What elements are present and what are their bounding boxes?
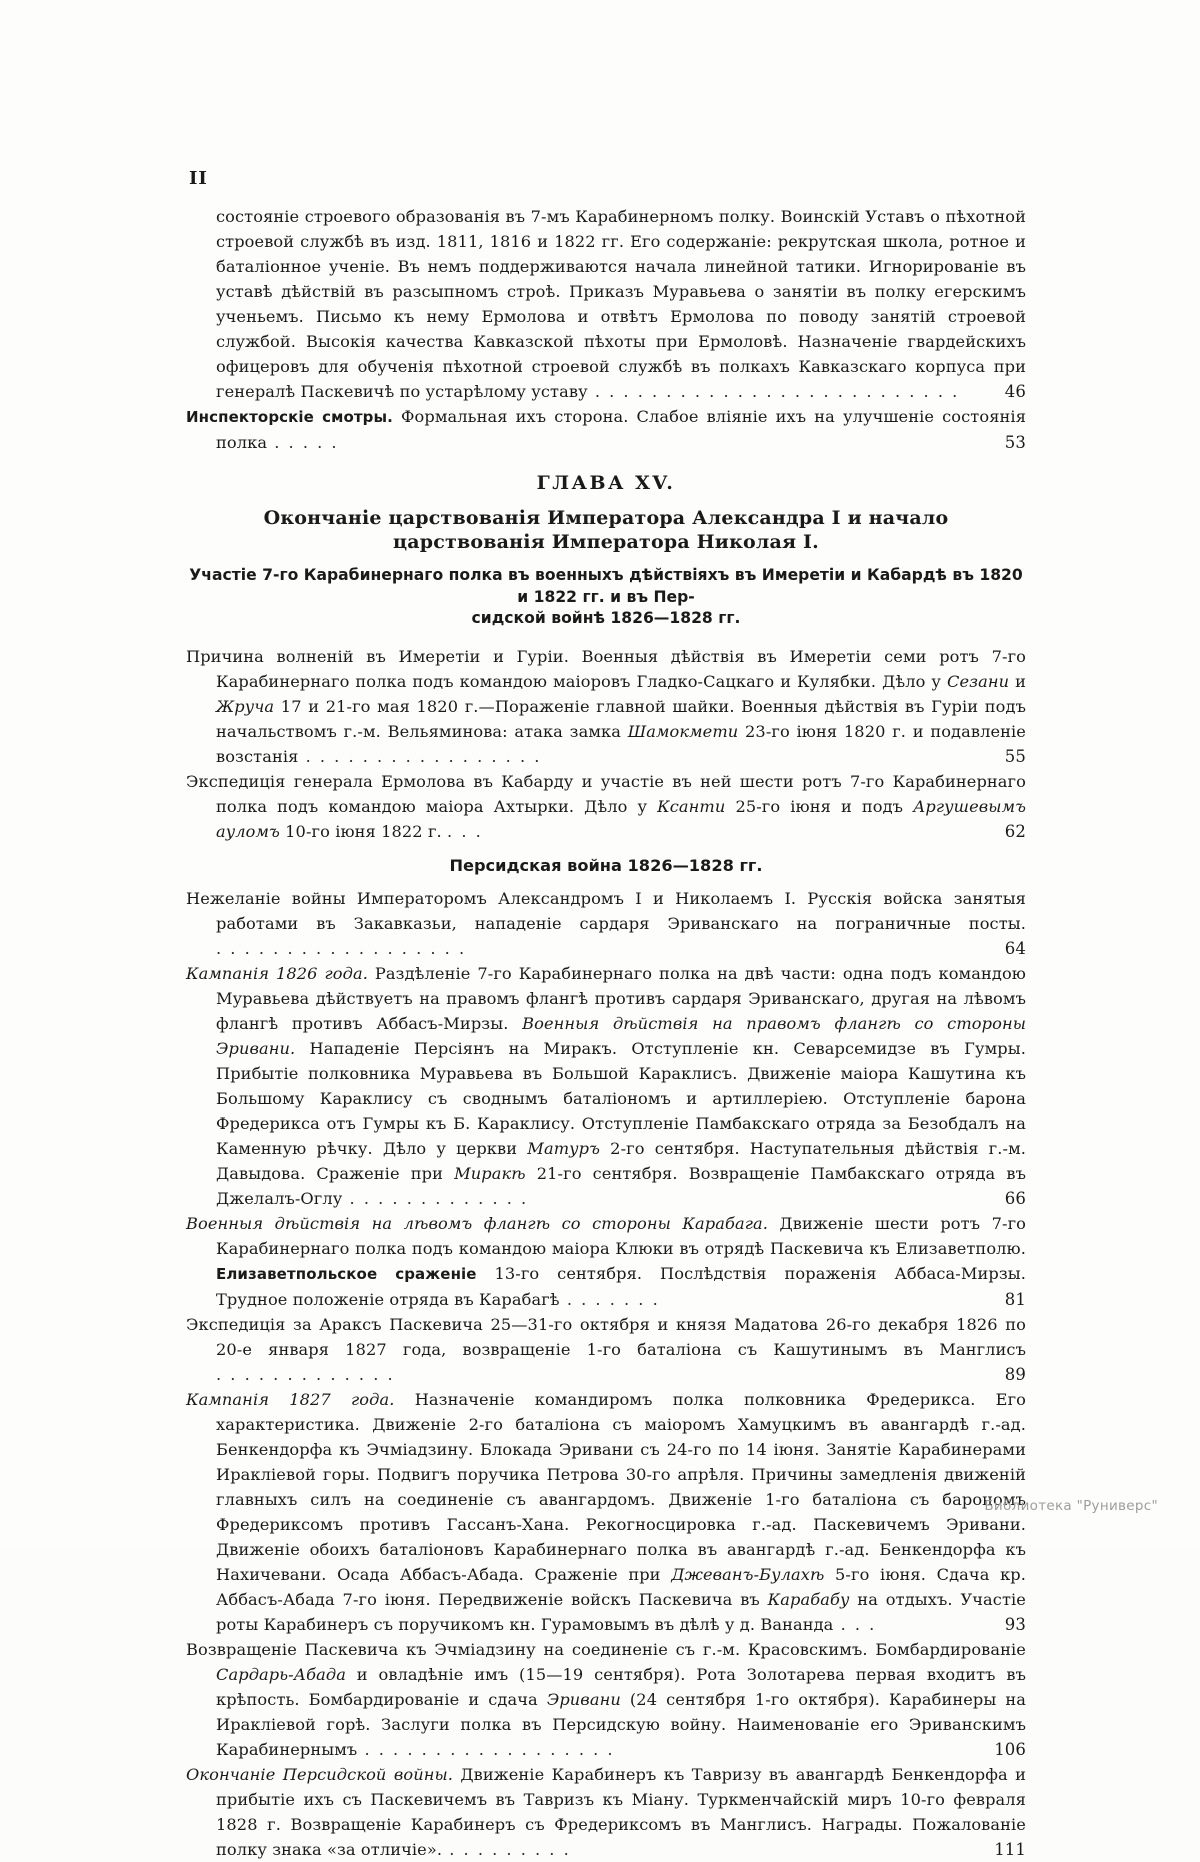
toc-entry <box>186 961 1026 1211</box>
leader-dots: . . . . . <box>267 433 339 452</box>
toc-entry-text-normal: и <box>1009 671 1026 691</box>
leader-dots: . . . . . . . . . . . . . . . . . <box>298 746 542 766</box>
toc-entry-text-italic: Окончаніе Персидской войны. <box>186 1764 454 1784</box>
toc-entry-text-normal: Нежеланіе войны Императоромъ Александромъ I и Николаемъ I. Русскія войска занятыя работами въ Закавказьи, нападеніе сардаря Эриванскаго на пограничные посты. <box>186 888 1026 933</box>
toc-entry-text-normal: и овладѣніе имъ (15—19 сентября). Рота Золотарева первая входитъ въ крѣпость. Бомбардированіе и сдача <box>216 1664 1026 1709</box>
toc-page-number: 53 <box>1004 433 1026 452</box>
toc-entry-text-normal: 5-го іюня. Сдача кр. Аббасъ-Абада 7-го іюня. Передвиженіе войскъ Паскевича въ <box>216 1564 1026 1609</box>
chapter-subtitle-line-2: сидской войнѣ 1826—1828 гг. <box>471 609 741 627</box>
toc-entries-imeretia-kabarda <box>186 644 1026 844</box>
toc-entry-text-normal: Движеніе Карабинеръ къ Тавризу въ авангардѣ Бенкендорфа и прибытіе ихъ съ Паскевичемъ въ Тавризъ къ Міану. Туркменчайскій миръ 10-го февраля 1828 г. Возвращеніе Карабинеръ съ Фредериксомъ въ Манглисъ. Награды. Пожалованіе полку знака «за отличіе». <box>216 1764 1026 1859</box>
toc-entry-text-italic: Миракѣ <box>454 1163 526 1183</box>
leader-dots: . . . <box>447 821 483 841</box>
toc-page-number: 106 <box>994 1739 1026 1759</box>
toc-entry-text-normal: 17 и 21-го мая 1820 г.—Пораженіе главной шайки. Военныя дѣйствія въ Гуріи подъ начальствомъ г.-м. Вельяминова: атака замка <box>216 696 1026 741</box>
toc-page-number: 64 <box>1004 938 1026 958</box>
toc-entry <box>186 769 1026 844</box>
chapter-title: Окончаніе царствованія Императора Александра I и начало царствованія Императора Николая I. <box>263 507 949 553</box>
toc-entry-text-normal: Раздѣленіе 7-го Карабинернаго полка на двѣ части: одна подъ командою Муравьева дѣйствуетъ на правомъ флангѣ противъ сардаря Эриванскаго, другая на лѣвомъ флангѣ противъ Аббасъ-Мирзы. <box>216 963 1026 1033</box>
toc-entry-text-italic: Сезани <box>947 671 1010 691</box>
toc-entry-text-italic: Военныя дѣйствія на лѣвомъ флангѣ со стороны Карабага. <box>186 1213 769 1233</box>
toc-entry-text-normal: Возвращеніе Паскевича къ Эчміадзину на соединеніе съ г.-м. Красовскимъ. Бомбардированіе <box>186 1639 1026 1659</box>
leader-dots: . . . . . . . . . . . . . . . . . . <box>216 938 467 958</box>
leader-dots: . . . . . . . . . . . . . . . . . . . . . . . . . . <box>587 382 960 401</box>
toc-page-number: 55 <box>1004 746 1026 766</box>
toc-entry-text-normal: состояніе строевого образованія въ 7-мъ Карабинерномъ полку. Воинскій Уставъ о пѣхотной строевой службѣ въ изд. 1811, 1816 и 1822 гг. Его содержаніе: рекрутская школа, ротное и баталіонное ученіе. Въ немъ поддерживаются начала линейной татики. Игнорированіе въ уставѣ дѣйствій въ разсыпномъ строѣ. Приказъ Муравьева о занятіи въ полку егерскимъ ученьемъ. Письмо къ нему Ермолова и отвѣтъ Ермолова по поводу занятій строевой службой. Высокія качества Кавказской пѣхоты при Ермоловѣ. Назначеніе гвардейскихъ офицеровъ для обученія пѣхотной строевой службѣ въ полкахъ Кавказскаго корпуса при генералѣ Паскевичѣ по устарѣлому уставу <box>216 207 1026 401</box>
leader-dots: . . . . . . . . . . . . . <box>216 1364 395 1384</box>
toc-entry-text-normal: 13-го сентября. Послѣдствія пораженія Аббаса-Мирзы. Трудное положеніе отряда въ Карабагѣ <box>216 1263 1027 1309</box>
toc-page-number: 62 <box>1004 821 1026 841</box>
toc-entry-text-normal: (24 сентября 1-го октября). Карабинеры на Иракліевой горѣ. Заслуги полка въ Персидскую войну. Наименованіе его Эриванскимъ Карабинернымъ <box>216 1689 1027 1759</box>
toc-entry-text-normal: Движеніе шести ротъ 7-го Карабинернаго полка подъ командою маіора Клюки въ отрядѣ Паскевича къ Елизаветполю. <box>216 1213 1026 1258</box>
toc-entry-text-italic: Джеванъ-Булахѣ <box>671 1564 825 1584</box>
toc-entry-text-normal: 10-го іюня 1822 г. <box>279 821 442 841</box>
section-heading-persian-war: Персидская война 1826—1828 гг. <box>449 855 763 875</box>
toc-entry <box>186 404 1026 455</box>
table-of-contents <box>186 204 1026 1862</box>
toc-entry <box>186 1387 1026 1637</box>
library-watermark: Библиотека "Руниверс" <box>984 1498 1158 1514</box>
leader-dots: . . . <box>833 1614 877 1634</box>
toc-entries-persian-war <box>186 886 1026 1862</box>
toc-entry-text-normal: Причина волненій въ Имеретіи и Гуріи. Военныя дѣйствія въ Имеретіи семи ротъ 7-го Карабинернаго полка подъ командою маіоровъ Гладко-Сацкаго и Кулябки. Дѣло у <box>186 646 1026 691</box>
toc-entry-text-italic: Кампанія 1826 года. <box>186 963 368 983</box>
toc-entry <box>186 1637 1026 1762</box>
toc-entry-text-bold: Инспекторскіе смотры. <box>186 408 393 426</box>
toc-entry-text-italic: Сардарь-Абада <box>216 1664 346 1684</box>
toc-entry-text-italic: Жруча <box>216 696 275 716</box>
toc-entry-text-italic: Карабабу <box>767 1589 850 1609</box>
toc-entry-text-normal: Формальная ихъ сторона. Слабое вліяніе ихъ на улучшеніе состоянія полка <box>216 407 1027 452</box>
toc-page-number: 66 <box>1004 1188 1026 1208</box>
page-folio: II <box>189 168 208 189</box>
toc-entry <box>186 1762 1026 1862</box>
toc-entry-text-italic: Шамокмети <box>627 721 739 741</box>
toc-entry <box>186 886 1026 961</box>
chapter-label: ГЛАВА XV. <box>536 472 676 494</box>
chapter-subtitle <box>186 565 1026 630</box>
toc-entry-text-normal: на отдыхъ. Участіе роты Карабинеръ съ поручикомъ кн. Гурамовымъ въ дѣлѣ у д. Вананда <box>216 1589 1026 1634</box>
toc-entry-text-italic: Матуръ <box>527 1138 601 1158</box>
toc-page-number: 46 <box>1004 382 1026 401</box>
toc-entry-text-normal: 25-го іюня и подъ <box>725 796 914 816</box>
toc-entry-text-normal: Нападеніе Персіянъ на Миракъ. Отступленіе кн. Севарсемидзе въ Гумры. Прибытіе полковника Муравьева въ Большой Караклисъ. Движеніе маіора Кашутина къ Большому Караклису съ своднымъ баталіономъ и артиллеріею. Отступленіе барона Фредерикса отъ Гумры къ Б. Караклису. Отступленіе Памбакскаго отряда за Безобдалъ на Каменную рѣчку. Дѣло у церкви <box>216 1038 1026 1158</box>
toc-entry-text-normal: Экспедиція за Араксъ Паскевича 25—31-го октября и князя Мадатова 26-го декабря 1826 по 20-е января 1827 года, возвращеніе 1-го баталіона съ Кашутинымъ въ Манглисъ <box>186 1314 1026 1359</box>
leader-dots: . . . . . . . . . <box>442 1839 571 1859</box>
toc-entry-text-italic: Кампанія 1827 года. <box>186 1389 395 1409</box>
leader-dots: . . . . . . . . . . . . . <box>342 1188 529 1208</box>
toc-page-number: 89 <box>1004 1364 1026 1384</box>
toc-entry-text-bold: Елизаветпольское сраженіе <box>216 1264 477 1283</box>
toc-page-number: 81 <box>1004 1289 1026 1309</box>
toc-entries-continued <box>186 204 1026 455</box>
toc-entry-text-italic: Эривани <box>546 1689 621 1709</box>
toc-entry-text-normal: 23-го іюня 1820 г. и подавленіе возстанія <box>216 721 1026 766</box>
toc-entry <box>186 204 1026 404</box>
toc-entry-text-normal: 2-го сентября. Наступательныя дѣйствія г.-м. Давыдова. Сраженіе при <box>216 1138 1027 1183</box>
toc-entry-text-normal: Назначеніе командиромъ полка полковника Фредерикса. Его характеристика. Движеніе 2-го баталіона съ маіоромъ Хамуцкимъ въ авангардѣ г.-ад. Бенкендорфа къ Эчміадзину. Блокада Эривани съ 24-го по 14 іюня. Занятіе Карабинерами Иракліевой горы. Подвигъ поручика Петрова 30-го апрѣля. Причины замедленія движеній главныхъ силъ на соединеніе съ авангардомъ. Движеніе 1-го баталіона съ барономъ Фредериксомъ противъ Гассанъ-Хана. Рекогносцировка г.-ад. Паскевичемъ Эривани. Движеніе обоихъ баталіоновъ Карабинернаго полка въ авангардѣ г.-ад. Бенкендорфа къ Нахичевани. Осада Аббасъ-Абада. Сраженіе при <box>216 1389 1026 1584</box>
toc-entry <box>186 1211 1026 1312</box>
toc-page-number: 93 <box>1004 1614 1026 1634</box>
leader-dots: . . . . . . . <box>559 1289 660 1309</box>
toc-entry-text-italic: Аргушевымъ ауломъ <box>216 796 1026 841</box>
chapter-subtitle-line-1: Участіе 7-го Карабинернаго полка въ военныхъ дѣйствіяхъ въ Имеретіи и Кабардѣ въ 1820 и 1822 гг. и въ Пер- <box>189 566 1023 606</box>
toc-page-number: 111 <box>994 1839 1026 1859</box>
toc-entry-text-italic: Военныя дѣйствія на правомъ флангѣ со стороны Эривани. <box>216 1013 1026 1058</box>
toc-entry <box>186 644 1026 769</box>
leader-dots: . . . . . . . . . . . . . . . . . . <box>357 1739 615 1759</box>
toc-entry-text-italic: Ксанти <box>657 796 726 816</box>
toc-entry <box>186 1312 1026 1387</box>
toc-entry-text-normal: Экспедиція генерала Ермолова въ Кабарду и участіе въ ней шести ротъ 7-го Карабинернаго полка подъ командою маіора Ахтырки. Дѣло у <box>186 771 1026 816</box>
toc-entry-text-normal: 21-го сентября. Возвращеніе Памбакскаго отряда въ Джелалъ-Оглу <box>216 1163 1026 1208</box>
